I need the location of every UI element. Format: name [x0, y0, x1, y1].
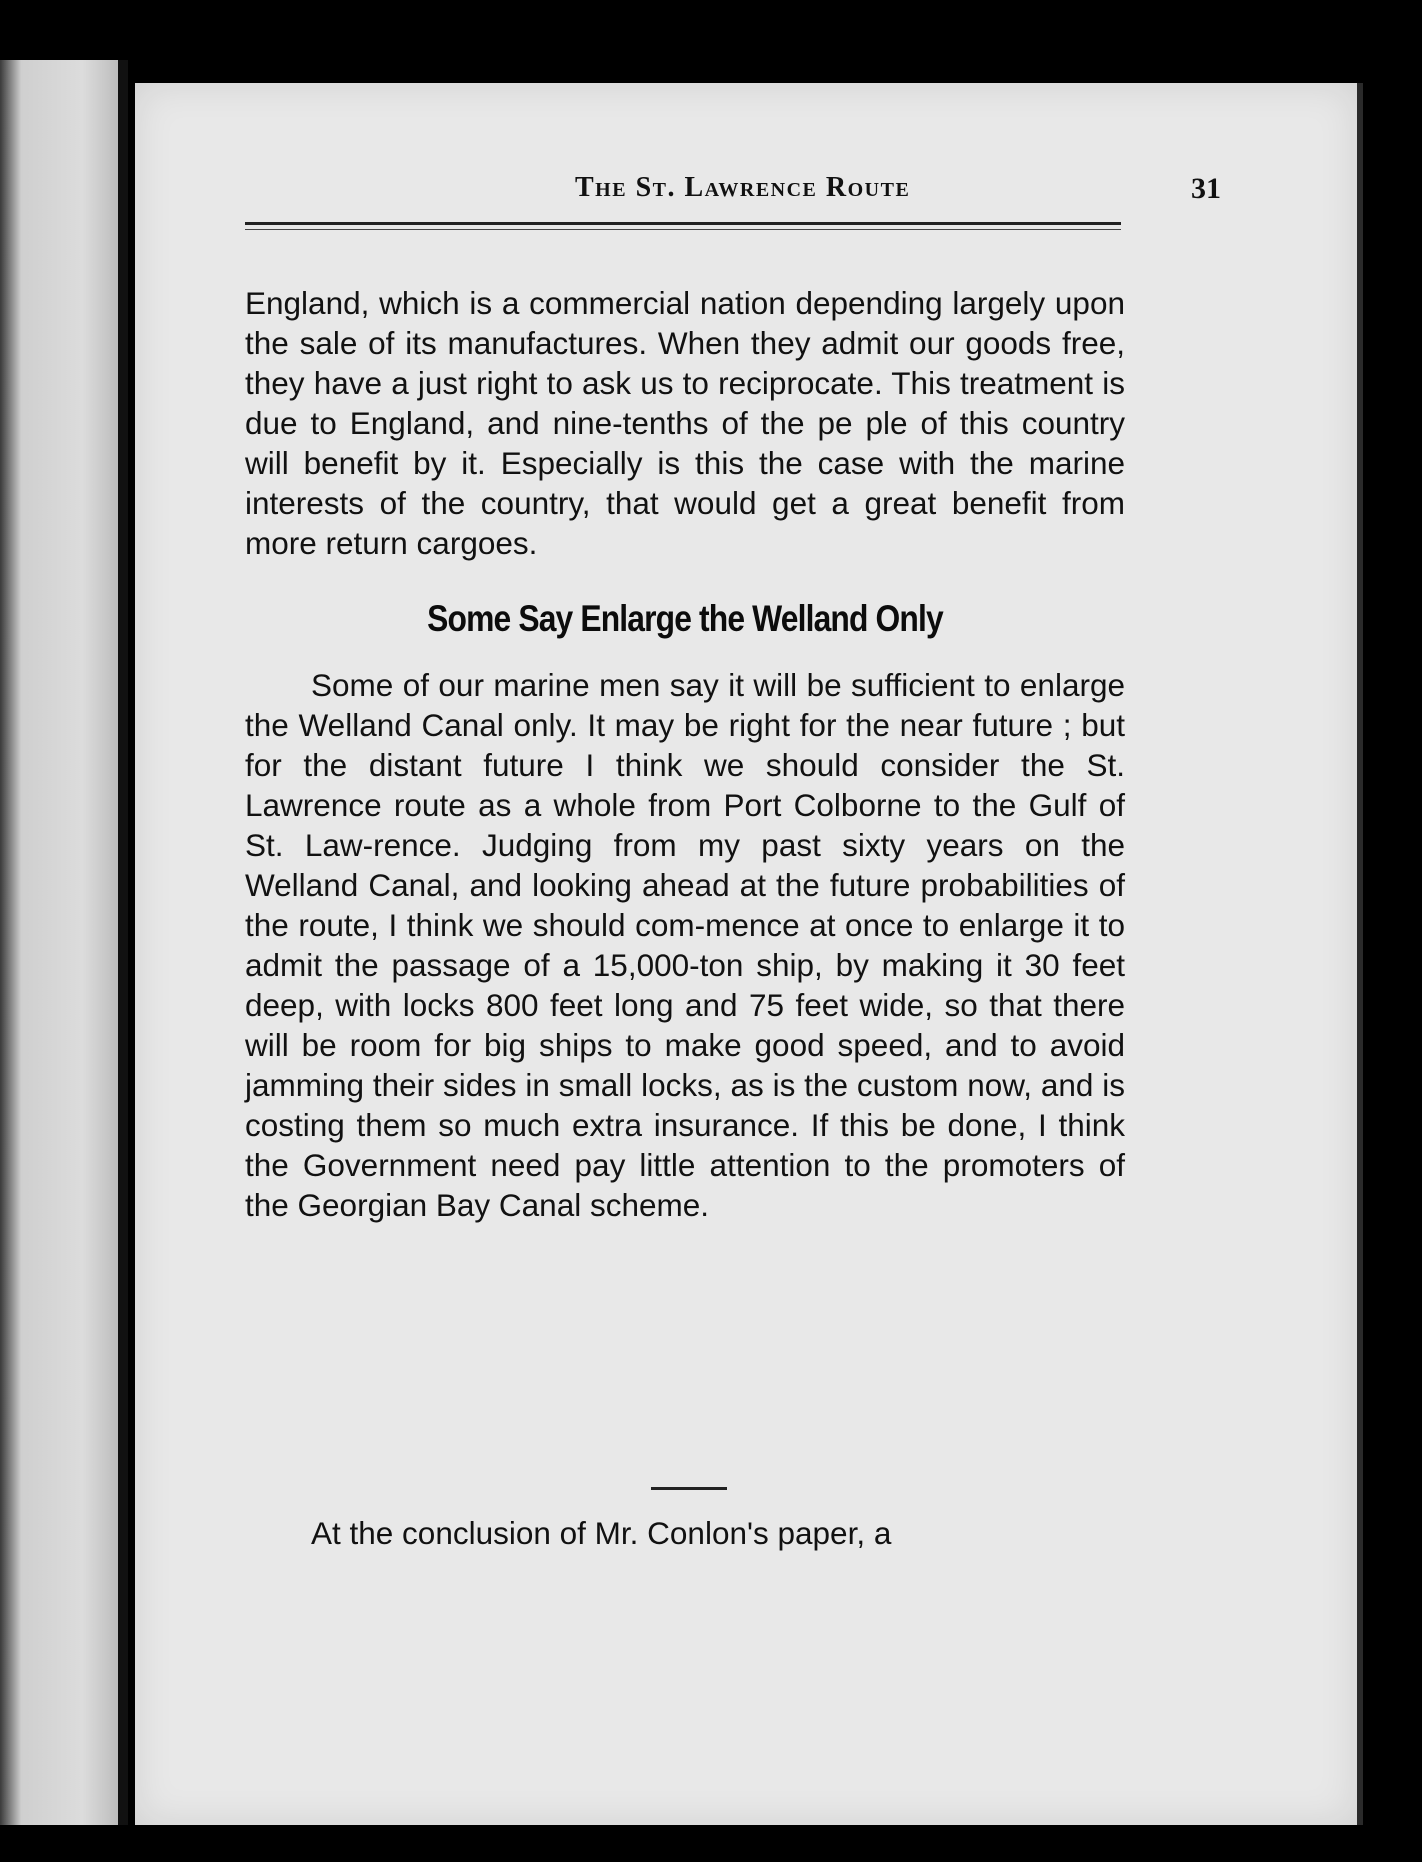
section-divider — [651, 1487, 727, 1490]
paragraph-2: Some of our marine men say it will be sufficient to enlarge the Welland Canal only. It may be right for the near future ; but for the distant future I think we should consider the St. Lawrence route as a whole from Port Colborne to the Gulf of St. Law-rence. Judging from my past sixty years on the Welland Canal, and looking ahead at the future probabilities of the route, I think we should com-mence at once to enlarge it to admit the passage of a 15,000-ton ship, by making it 30 feet deep, with locks 800 feet long and 75 feet wide, so that there will be room for big ships to make good speed, and to avoid jamming their sides in small locks, as is the custom now, and is costing them so much extra insurance. If this be done, I think the Government need pay little attention to the promoters of the Georgian Bay Canal scheme. — [245, 667, 1125, 1223]
previous-page-edge — [0, 60, 128, 1830]
header-rule-thin — [245, 229, 1121, 230]
header-rule — [245, 222, 1121, 225]
paragraph-3: At the conclusion of Mr. Conlon's paper, a — [311, 1515, 892, 1551]
running-title: The St. Lawrence Route — [575, 172, 911, 203]
section-heading: Some Say Enlarge the Welland Only — [427, 598, 943, 639]
paragraph-1: England, which is a commercial nation depending largely upon the sale of its manufactures. When they admit our goods free, they have a just right to ask us to reciprocate. This treatment is due to England, and nine-tenths of the pe ple of this country will benefit by it. Especially is this the case with the marine interests of the country, that would get a great benefit from more return cargoes. — [245, 285, 1125, 561]
running-head — [245, 172, 1251, 212]
book-page — [135, 83, 1363, 1825]
scan-border-bottom — [0, 1825, 1422, 1862]
page-number: 31 — [1191, 172, 1221, 205]
